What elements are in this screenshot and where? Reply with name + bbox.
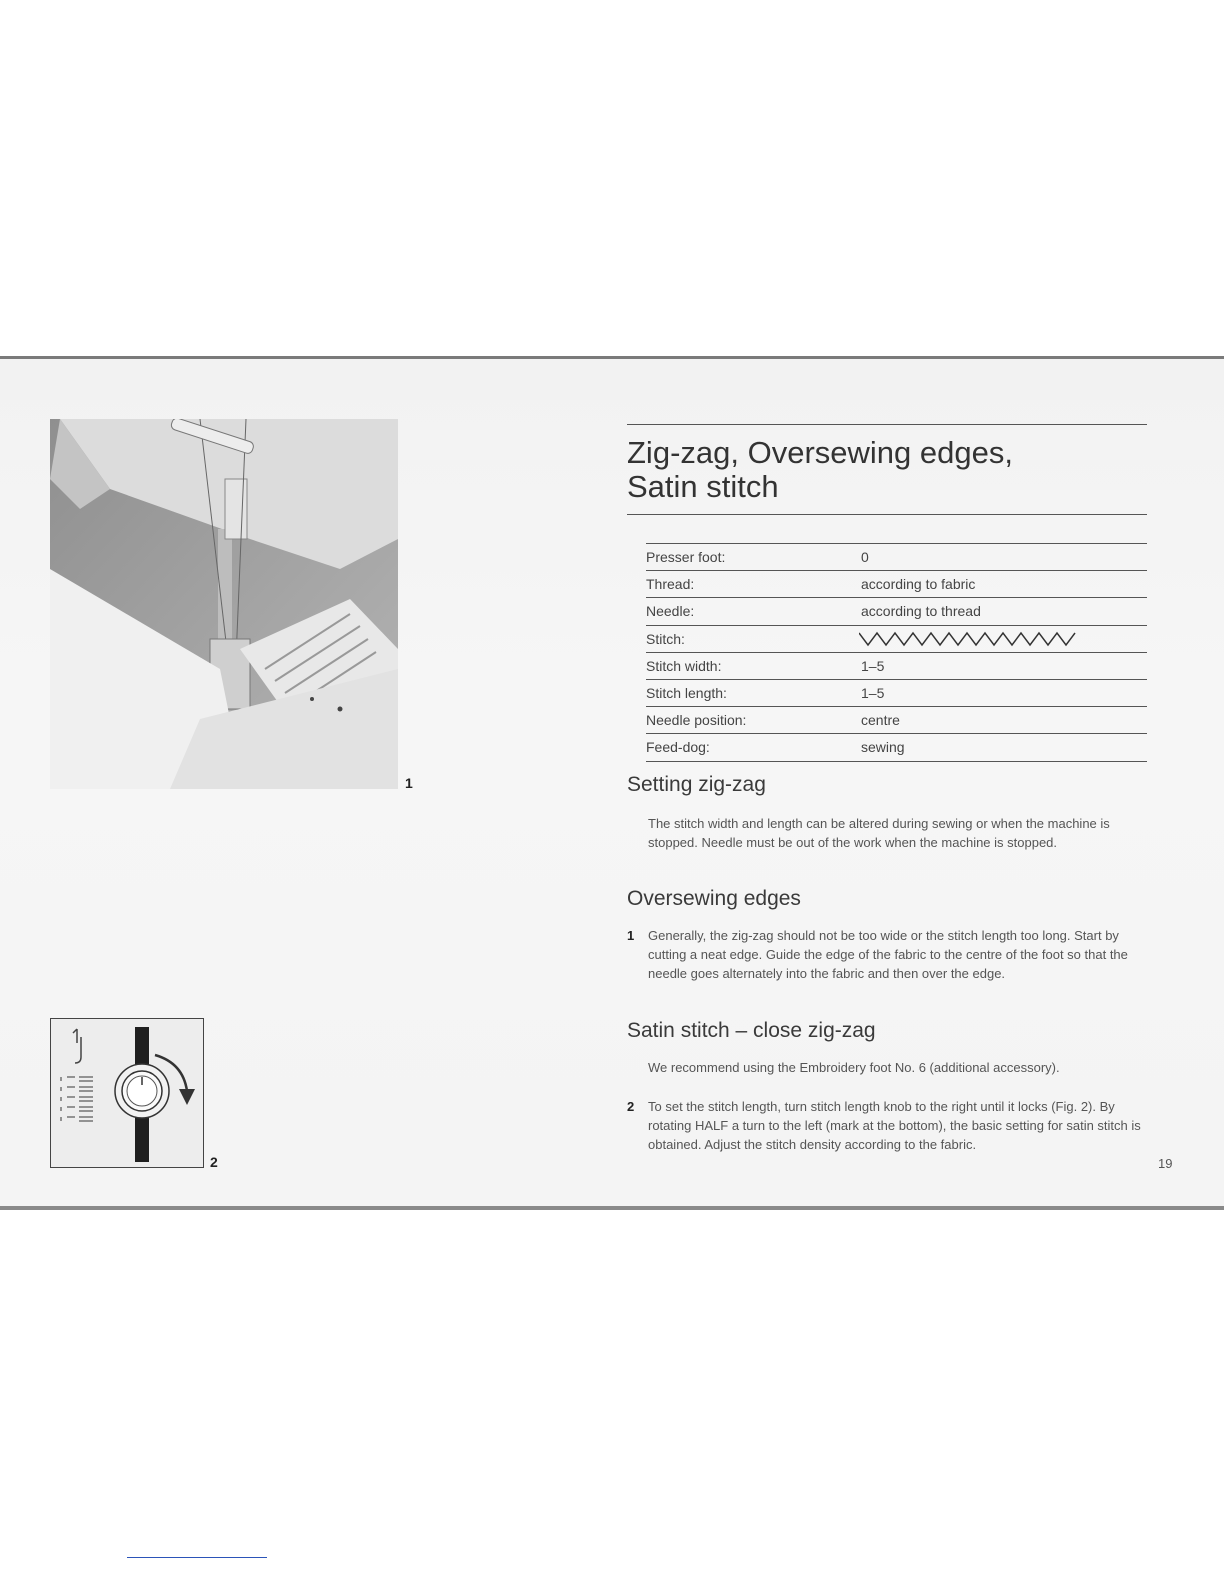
satin-intro-text: We recommend using the Embroidery foot No. 6 (additional accessory).: [648, 1060, 1060, 1075]
settings-value: according to fabric: [861, 576, 976, 593]
oversewing-text: Generally, the zig-zag should not be too wide or the stitch length too long. Start by cutting a neat edge. Guide the edge of the fabric to the centre of the foot so that the needle goes alternately into the fabric and then over the edge.: [648, 928, 1128, 981]
stitch-length-knob-icon: [51, 1019, 203, 1167]
settings-table: [646, 543, 1147, 762]
setting-zigzag-text: The stitch width and length can be altered during sewing or when the machine is stopped. Needle must be out of the work when the machine is stopped.: [648, 816, 1110, 850]
settings-row: [646, 626, 1147, 653]
settings-value: 1–5: [861, 684, 885, 701]
settings-label: Needle:: [646, 603, 695, 620]
settings-row: [646, 653, 1147, 680]
settings-value: 1–5: [861, 657, 885, 674]
oversewing-step: [627, 926, 1152, 983]
settings-label: Needle position:: [646, 712, 747, 729]
heading-setting-zigzag: Setting zig-zag: [627, 773, 766, 796]
settings-label: Stitch width:: [646, 657, 722, 674]
settings-label: Thread:: [646, 576, 695, 593]
figure-1-label: 1: [405, 775, 413, 791]
settings-row: [646, 571, 1147, 598]
zigzag-stitch-icon: [859, 631, 1077, 647]
settings-row: [646, 543, 1147, 571]
step-number: 2: [627, 1099, 635, 1114]
settings-label: Stitch:: [646, 630, 685, 647]
page-title-line-2: Satin stitch: [627, 469, 779, 504]
figure-2-label: 2: [210, 1154, 218, 1170]
settings-value: 0: [861, 549, 869, 565]
link-underline[interactable]: [127, 1557, 267, 1558]
settings-value: centre: [861, 712, 900, 729]
settings-row: [646, 598, 1147, 625]
settings-value: according to thread: [861, 603, 981, 620]
settings-row: [646, 707, 1147, 734]
heading-satin-stitch: Satin stitch – close zig-zag: [627, 1019, 876, 1042]
settings-row: [646, 680, 1147, 707]
settings-value: sewing: [861, 739, 905, 756]
presser-foot-illustration: [50, 419, 398, 789]
settings-label: Stitch length:: [646, 684, 727, 701]
satin-step-text: To set the stitch length, turn stitch length knob to the right until it locks (Fig. 2). By rotating HALF a turn to the left (mark at the bottom), the basic setting for satin stitch is obtained. Adjust the stitch density according to the fabric.: [648, 1099, 1141, 1152]
top-rule: [627, 424, 1147, 425]
heading-oversewing-edges: Oversewing edges: [627, 887, 801, 910]
title-rule: [627, 514, 1147, 515]
satin-step: [627, 1097, 1152, 1154]
sewing-machine-photo: [50, 419, 398, 789]
stitch-length-knob-diagram: [50, 1018, 204, 1168]
page-title: [627, 436, 1157, 504]
settings-row: [646, 734, 1147, 761]
settings-label: Presser foot:: [646, 549, 726, 565]
step-number: 1: [627, 928, 635, 943]
settings-label: Feed-dog:: [646, 739, 710, 756]
page-number: 19: [1158, 1156, 1173, 1171]
page-title-line-1: Zig-zag, Oversewing edges,: [627, 435, 1013, 470]
